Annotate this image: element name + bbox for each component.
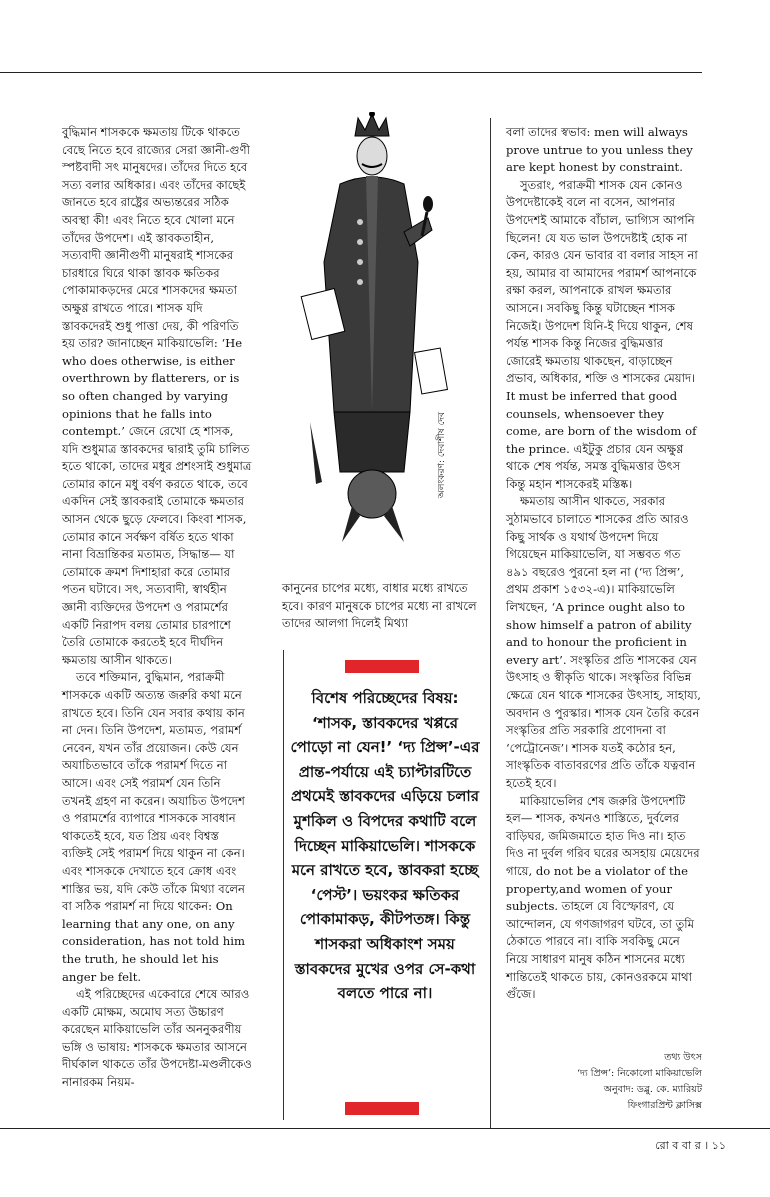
paragraph: কানুনের চাপের মধ্যে, বাধার মধ্যে রাখতে হবে। কারণ মানুষকে চাপের মধ্যে না রাখলে তাদের আলগা দিলেই মিথ্যা [282, 581, 477, 631]
pull-quote-border [283, 650, 284, 1120]
source-credits [506, 1050, 702, 1114]
paragraph: মাকিয়াভেলির শেষ জরুরি উপদেশটি হল— শাসক, কখনও শাস্তিতে, দুর্বলের বাড়িঘর, জমিজমাতে হাত দিও না। হাত দিও না দুর্বল গরিব ঘরের অসহায় মেয়েদের গায়ে, do not be a violator of the property,and women of your subjects. তাহলে যে বিস্ফোরণ, যে আন্দোলন, যে গণজাগরণ ঘটবে, তা তুমি ঠেকাতে পারবে না। বাকি সবকিছু মেনে নিয়ে সাধারণ মানুষ কঠিন শাসনের মধ্যে শান্তিতেই থাকতে চায়, কোনওরকমে মাথা গুঁজে। [506, 793, 700, 1002]
pull-quote-top-accent [345, 660, 419, 673]
article-column-1 [62, 124, 252, 1092]
crown-icon [355, 112, 389, 136]
paragraph: সুতরাং, পরাক্রমী শাসক যেন কোনও উপদেষ্টাকেই বলে না বসেন, আপনার উপদেশই আমাকে বাঁচাল, ভাগ্যিস আপনি ছিলেন! যে যত ভাল উপদেষ্টাই হোক না কেন, কারও যেন ভাবার বা বলার সাহস না হয়, আমার বা আমাদের পরামর্শ আপনাকে রক্ষা করল, আপনাকে রাখল ক্ষমতার আসনে। সবকিছু কিন্তু ঘটাচ্ছেন শাসক নিজেই। উপদেশ যিনি-ই দিয়ে থাকুন, শেষ পর্যন্ত শাসক কিন্তু নিজের বুদ্ধিমত্তার জোরেই ক্ষমতায় থাকছেন, বাড়াচ্ছেন প্রভাব, অধিকার, শক্তি ও শাসকের মেয়াদ। It must be inferred that good counsels, whensoever they come, are born of the wisdom of the prince. এইটুকু প্রচার যেন অক্ষুণ্ণ থাকে শেষ পর্যন্ত, সমস্ত বুদ্ধিমত্তার উৎস কিন্তু মহান শাসকেরই মস্তিষ্ক। [506, 177, 698, 491]
paragraph: তবে শক্তিমান, বুদ্ধিমান, পরাক্রমী শাসককে একটি অত্যন্ত জরুরি কথা মনে রাখতে হবে। তিনি যেন সবার কথায় কান না দেন। তিনি উপদেশ, মতামত, পরামর্শ নেবেন, যখন তাঁর প্রয়োজন। কেউ যেন অযাচিতভাবে তাঁকে পরামর্শ দিতে না আসে। এবং সেই পরামর্শ যেন তিনি তখনই গ্রহণ না করেন। অযাচিত উপদেশ ও পরামর্শের ব্যাপারে শাসককে সাবধান থাকতেই হবে, যত প্রিয় এবং বিশ্বস্ত ব্যক্তিই সেই পরামর্শ দিয়ে থাকুন না কেন। এবং শাসককে দেখাতে হবে ক্রোধ এবং শাস্তির ভয়, যদি কেউ তাঁকে মিথ্যা বলেন বা সঠিক পরামর্শ না দিয়ে থাকেন: On learning that any one, on any consideration, has not told him the truth, he should let his anger be felt. [62, 670, 245, 984]
page-folio: রো ব বা র । ১১ [655, 1139, 726, 1152]
paragraph: ক্ষমতায় আসীন থাকতে, সরকার সুঠামভাবে চালাতে শাসকের প্রতি আরও কিছু সার্থক ও যথার্থ উপদেশ দিয়ে গিয়েছেন মাকিয়াভেলি, যা সম্ভবত গত ৪৯১ বছরেও পুরনো হল না (‘দ্য প্রিন্স’, প্রথম প্রকাশ ১৫৩২-এ)। মাকিয়াভেলি লিখছেন, ‘A prince ought also to show himself a patron of ability and to honour the proficient in every art’. সংস্কৃতির প্রতি শাসকের যেন উৎসাহ ও স্বীকৃতি থাকে। সংস্কৃতির বিভিন্ন ক্ষেত্রে যেন থাকে শাসকের উৎসাহ, সাহায্য, অবদান ও পুরস্কার। শাসক যেন তৈরি করেন সংস্কৃতির প্রতি সরকারি প্রণোদনা বা ‘পেট্রোনেজ’। শাসক যতই কঠোর হন, সাংস্কৃতিক বাতাবরণের প্রতি তাঁকে যত্নবান হতেই হবে। [506, 494, 701, 790]
pull-quote: বিশেষ পরিচ্ছেদের বিষয়: ‘শাসক, স্তাবকদের খপ্পরে পোড়ো না যেন!’ ‘দ্য প্রিন্স’-এর প্রান্ত-পর্যায়ে এই চ্যাপ্টারটিতে প্রথমেই স্তাবকদের এড়িয়ে চলার মুশকিল ও বিপদের কথাটি বলে দিচ্ছেন মাকিয়াভেলি। শাসককে মনে রাখতে হবে, স্তাবকরা হচ্ছে ‘পেস্ট’। ভয়ংকর ক্ষতিকর পোকামাকড়, কীটপতঙ্গ। কিন্তু শাসকরা অধিকাংশ সময় স্তাবকদের মুখের ওপর সে-কথা বলতে পারে না। [290, 689, 480, 1003]
source-line: ‘দ্য প্রিন্স’: নিকোলো মাকিয়াভেলি [576, 1068, 702, 1079]
illustration-king-with-microphone [300, 112, 450, 580]
bottom-rule [0, 1128, 770, 1129]
paragraph: বলা তাদের স্বভাব: men will always prove untrue to you unless they are kept honest by constraint. [506, 125, 693, 175]
column-divider [490, 118, 491, 1128]
source-line: অনুবাদ: ডব্লু. কে. ম্যারিয়ট [603, 1084, 702, 1095]
source-line: ফিংগারপ্রিন্ট ক্লাসিক্স [627, 1100, 702, 1111]
pull-quote-bottom-accent [345, 1102, 419, 1115]
illustration-credit: অলংকরণ: দেবাশীষ দেব [437, 412, 447, 499]
article-column-2 [282, 580, 484, 633]
paragraph: এই পরিচ্ছেদের একেবারে শেষে আরও একটি মোক্ষম, অমোঘ সত্য উচ্চারণ করেছেন মাকিয়াভেলি তাঁর অননুকরণীয় ভঙ্গি ও ভাষায়: শাসককে ক্ষমতার আসনে দীর্ঘকাল থাকতে তাঁর উপদেষ্টা-মণ্ডলীকেও নানারকম নিয়ম- [62, 987, 252, 1090]
article-column-3 [506, 124, 702, 1004]
source-heading: তথ্য উৎস [664, 1052, 702, 1063]
paragraph: বুদ্ধিমান শাসককে ক্ষমতায় টিকে থাকতে বেছে নিতে হবে রাজ্যের সেরা জ্ঞানী-গুণী স্পষ্টবাদী সৎ মানুষদের। তাঁদের দিতে হবে সত্য বলার অধিকার। এবং তাঁদের কাছেই জানতে হবে রাষ্ট্রের অভ্যন্তরের সঠিক অবস্থা কী! এবং নিতে হবে খোলা মনে তাঁদের উপদেশ। এই স্তাবকতাহীন, সত্যবাদী জ্ঞানীগুণী মানুষরাই শাসকের চারধারে ঘিরে থাকা স্তাবক ক্ষতিকর পোকামাকড়দের মেরে শাসকদের ক্ষমতা অক্ষুণ্ণ রাখতে পারে। শাসক যদি স্তাবকদেরই শুধু পাত্তা দেয়, কী পরিণতি হয় তার? জানাচ্ছেন মাকিয়াভেলি: ‘He who does otherwise, is either overthrown by flatterers, or is so often changed by varying opinions that he falls into contempt.’ জেনে রেখো হে শাসক, যদি শুধুমাত্র স্তাবকদের দ্বারাই তুমি চালিত হতে থাকো, তাদের মধুর প্রশংসাই শুধুমাত্র তোমার কানে মধু বর্ষণ করতে থাকে, তবে একদিন সেই স্তাবকরাই তোমাকে ক্ষমতার আসন থেকে ছুড়ে ফেলবে। কিংবা শাসক, তোমার কানে সর্বক্ষণ বর্ষিত হতে থাকা নানা বিভ্রান্তিকর মতামত, সিদ্ধান্ত— যা তোমাকে ক্রমশ দিশাহারা করে তোমার পতন ঘটাবে। সৎ, সত্যবাদী, স্বার্থহীন জ্ঞানী ব্যক্তিদের উপদেশ ও পরামর্শের একটি নিরাপদ বলয় তোমার চারপাশে তৈরি তোমাকে করতেই হবে দীর্ঘদিন ক্ষমতায় আসীন থাকতে। [62, 125, 252, 667]
top-rule [0, 72, 702, 73]
